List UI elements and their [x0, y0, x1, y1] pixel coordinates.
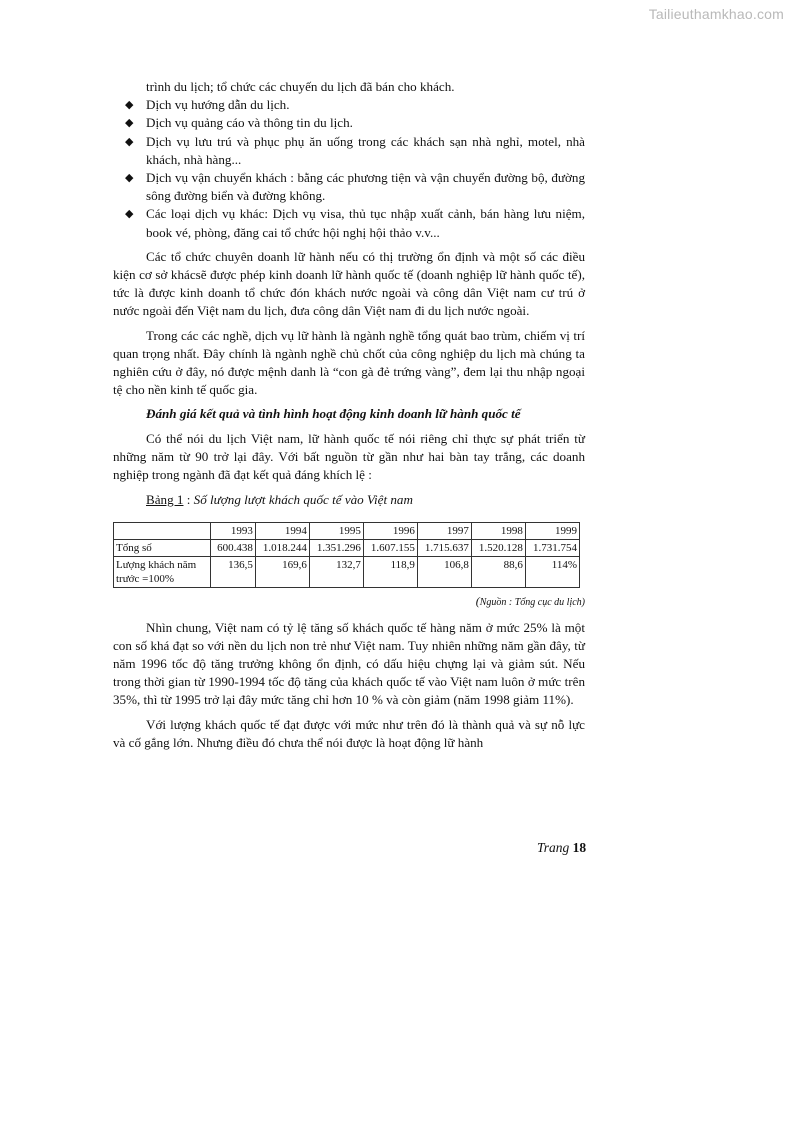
- table-cell: 1.520.128: [471, 540, 525, 557]
- year-header: 1996: [363, 523, 417, 540]
- section-heading: Đánh giá kết quả và tình hình hoạt động kinh doanh lữ hành quốc tế: [146, 406, 521, 422]
- source-text: Nguồn : Tổng cục du lịch): [479, 597, 585, 609]
- table-cell: 106,8: [417, 557, 471, 588]
- year-header: 1997: [417, 523, 471, 540]
- diamond-bullet-icon: ◆: [125, 172, 134, 185]
- visitor-table: [113, 522, 580, 588]
- paragraph-international-travel: Các tổ chức chuyên doanh lữ hành nếu có thị trường ổn định và một số các điều kiện cơ sở khácsẽ được phép kinh doanh lữ hành quốc tế (doanh nghiệp lữ hành quốc tế), tức là được kinh doanh tổ chức đón khách nước ngoài và công dân Việt nam cư trú ở nước ngoài đến Việt nam du lịch, đưa công dân Việt nam đi du lịch nước ngoài.: [113, 248, 585, 319]
- table-source: [113, 592, 585, 612]
- table-cell: 169,6: [255, 557, 309, 588]
- year-header: 1995: [309, 523, 363, 540]
- table-cell: 600.438: [211, 540, 256, 557]
- page-label: Trang: [537, 840, 570, 855]
- table-label: Bảng 1: [146, 492, 184, 508]
- table-cell: 132,7: [309, 557, 363, 588]
- table-corner-cell: [114, 523, 211, 540]
- page-content: [113, 78, 585, 752]
- year-header: 1998: [471, 523, 525, 540]
- page-number-value: 18: [572, 840, 587, 855]
- list-item: ◆ Các loại dịch vụ khác: Dịch vụ visa, thủ tục nhập xuất cảnh, bán hàng lưu niệm, book vé, phòng, đăng cai tổ chức hội nghị hội thảo v.v...: [125, 206, 585, 240]
- table-caption-separator: :: [183, 492, 194, 508]
- table-cell: 1.731.754: [525, 540, 579, 557]
- page-number: [537, 840, 586, 856]
- list-item: ◆ Dịch vụ quảng cáo và thông tin du lịch.: [113, 114, 585, 132]
- diamond-bullet-icon: ◆: [125, 99, 134, 112]
- table-cell: 118,9: [363, 557, 417, 588]
- list-item: ◆ Dịch vụ lưu trú và phục phụ ăn uống trong các khách sạn nhà nghỉ, motel, nhà khách, nhà hàng...: [125, 133, 585, 167]
- diamond-bullet-icon: ◆: [125, 117, 134, 130]
- year-header: 1993: [211, 523, 256, 540]
- table-cell: 1.018.244: [255, 540, 309, 557]
- table-header-row: [114, 523, 580, 540]
- table-cell: 1.715.637: [417, 540, 471, 557]
- paragraph-achievements: Với lượng khách quốc tế đạt được với mức như trên đó là thành quả và sự nỗ lực và cố gắng lớn. Nhưng điều đó chưa thể nói được là hoạt động lữ hành: [113, 716, 585, 750]
- table-caption: [146, 491, 585, 509]
- paragraph-growth-analysis: Nhìn chung, Việt nam có tỷ lệ tăng số khách quốc tế hàng năm ở mức 25% là một con số khá đạt so với nền du lịch non trẻ như Việt nam. Tuy nhiên những năm gần đây, từ năm 1996 tốc độ tăng trưởng không ổn định, có dấu hiệu chựng lại và giảm sút. Nếu trong thời gian từ 1990-1994 tốc độ tăng của khách quốc tế vào Việt nam luôn ở mức trên 35%, thì từ 1995 trở lại đây mức tăng chỉ hơn 10 % và còn giảm (năm 1998 giảm 11%).: [113, 619, 585, 708]
- diamond-bullet-icon: ◆: [125, 135, 134, 148]
- list-item: ◆ Dịch vụ hướng dẫn du lịch.: [113, 96, 585, 114]
- watermark: Tailieuthamkhao.com: [648, 6, 784, 22]
- year-header: 1999: [525, 523, 579, 540]
- paragraph-development: Có thể nói du lịch Việt nam, lữ hành quốc tế nói riêng chỉ thực sự phát triển từ những năm từ 90 trở lại đây. Với bất nguồn từ gần như hai bàn tay trắng, các doanh nghiệp trong ngành đã đạt kết quả đáng khích lệ :: [113, 430, 585, 483]
- row-label: Tổng số: [114, 540, 211, 557]
- row-label: Lượng khách năm trước =100%: [114, 557, 211, 588]
- year-header: 1994: [255, 523, 309, 540]
- list-item: ◆ Dịch vụ vận chuyển khách : bằng các phương tiện và vận chuyển đường bộ, đường sông đường biển và đường không.: [125, 170, 585, 204]
- table-cell: 1.607.155: [363, 540, 417, 557]
- table-row: [114, 557, 580, 588]
- service-list: [113, 96, 585, 242]
- source-open-paren: (: [475, 594, 480, 609]
- paragraph-travel-industry: Trong các các nghề, dịch vụ lữ hành là ngành nghề tổng quát bao trùm, chiếm vị trí quan trọng nhất. Đây chính là ngành nghề chủ chốt của công nghiệp du lịch mà chúng ta nghiên cứu ở đây, nó được mệnh danh là “con gà đẻ trứng vàng”, đem lại thu nhập ngoại tệ cho nền kinh tế quốc gia.: [113, 327, 585, 398]
- intro-continuation: trình du lịch; tổ chức các chuyến du lịch đã bán cho khách.: [146, 79, 455, 94]
- table-cell: 114%: [525, 557, 579, 588]
- table-cell: 88,6: [471, 557, 525, 588]
- table-title: Số lượng lượt khách quốc tế vào Việt nam: [193, 492, 413, 508]
- table-cell: 136,5: [211, 557, 256, 588]
- diamond-bullet-icon: ◆: [125, 208, 134, 221]
- table-row: [114, 540, 580, 557]
- table-cell: 1.351.296: [309, 540, 363, 557]
